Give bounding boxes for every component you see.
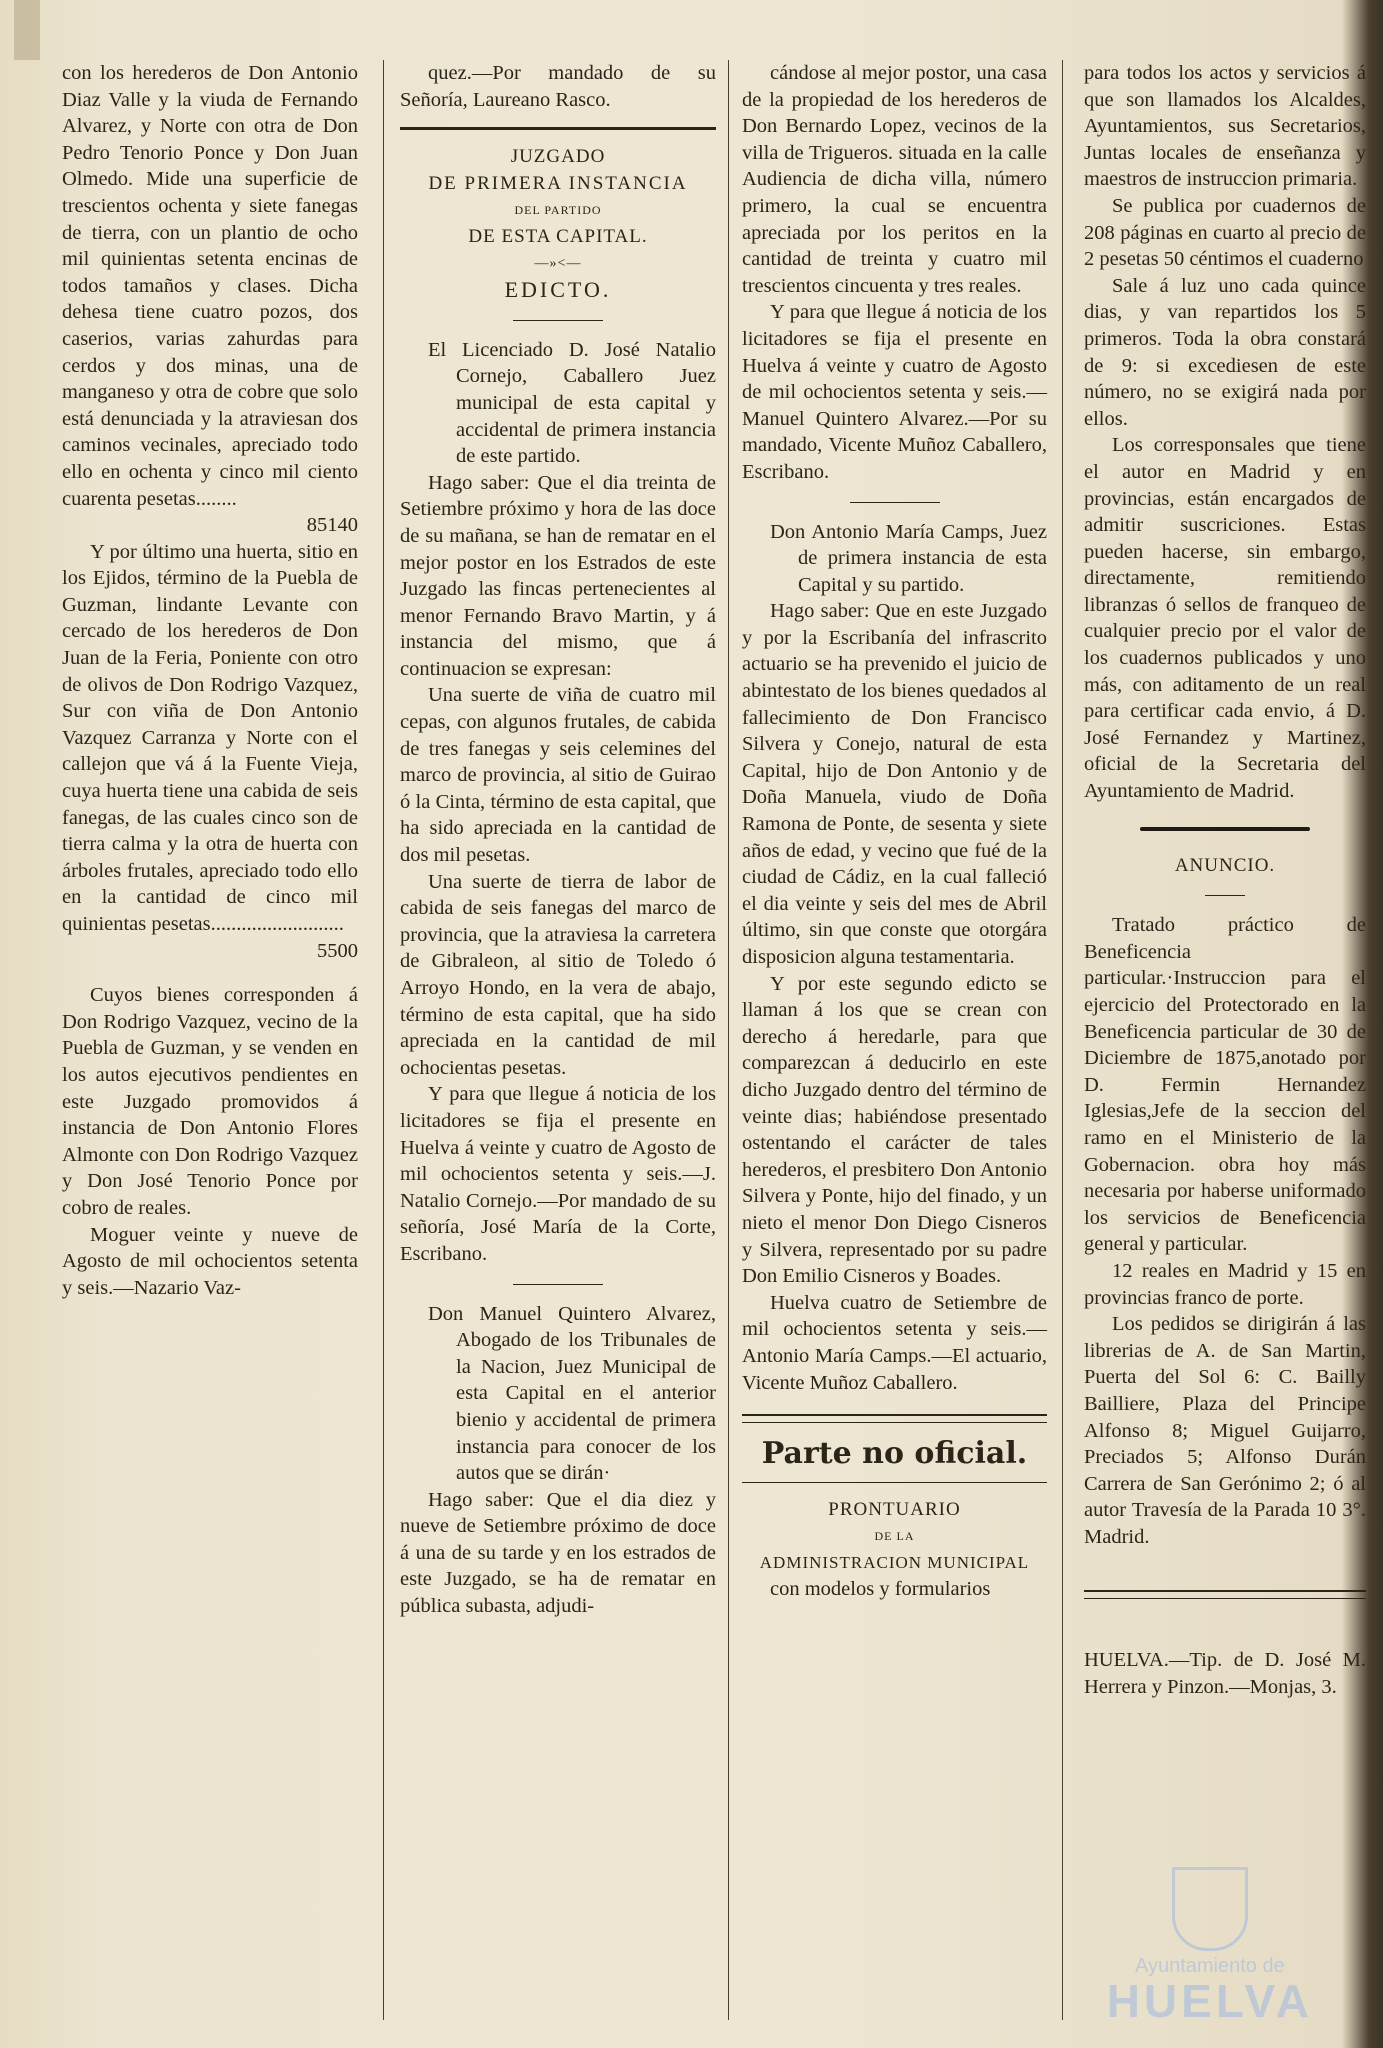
section-rule: [400, 127, 716, 130]
pedidos-text: Los pedidos se dirigirán á las librerias de A. de San Martin, Puerta del Sol 6: C. Bailly Bailliere, Plaza del Principe Alfonso 8; Miguel Guijarro, Preciados 5; Alfonso Durán Carrera de San Gerónimo 2; ó al autor Travesía de la Parada 10 3°. Madrid.: [1084, 1313, 1366, 1548]
tierra-description: Una suerte de tierra de labor de cabida de seis fanegas del marco de provincia, que la atraviesa la carretera de Gibraleon, al sitio de Toledo ó Arroyo Hondo, en la vera de abajo, término de esta capital, que ha sido apreciada en la cantidad de mil ochocientas pesetas.: [400, 870, 716, 1079]
corresponsales-text: Los corresponsales que tiene el autor en Madrid y en provincias, están encargados de admitir suscriciones. Estas pueden hacerse, sin embargo, directamente, remitiendo libranzas ó sellos de franqueo de cualquier precio por el valor de los cuadernos publicados y uno más, con aditamento de un real para certificar cada envio, á D. José Fernandez y Martinez, oficial de la Secretaria del Ayuntamiento de Madrid.: [1084, 434, 1366, 803]
column-2: [400, 60, 716, 1620]
ayuntamiento-watermark: [1106, 1867, 1313, 2027]
camps-intro: Don Antonio María Camps, Juez de primera instancia de esta Capital y su partido.: [770, 520, 1047, 596]
ornament: —»<—: [534, 255, 582, 271]
column-rule: [1062, 60, 1063, 2020]
amount-2: 5500: [317, 939, 358, 962]
reparto-text: Sale á luz uno cada quince dias, y van repartidos los 5 primeros. Toda la obra constará de 9: si excediesen de este número, no se exigirá nada por ellos.: [1084, 274, 1366, 430]
camps-signature: Huelva cuatro de Setiembre de mil ochocientos setenta y seis.—Antonio María Camps.—El actuario, Vicente Muñoz Caballero.: [742, 1291, 1047, 1394]
cornejo-intro: El Licenciado D. José Natalio Cornejo, Caballero Juez municipal de esta capital y accidental de primera instancia de este partido.: [428, 338, 716, 468]
hago-saber-2: Hago saber: Que el dia diez y nueve de Setiembre próximo de doce á una de su tarde y en los estrados de este Juzgado, se ha de rematar en pública subasta, adjudi-: [400, 1488, 716, 1618]
primera-instancia-heading: DE PRIMERA INSTANCIA: [428, 172, 688, 194]
short-rule: [1205, 895, 1245, 896]
bienes-paragraph: Cuyos bienes corresponden á Don Rodrigo Vazquez, vecino de la Puebla de Guzman, y se venden en los autos ejecutivos pendientes en este Juzgado promovidos á instancia de Don Antonio Flores Almonte con Don Rodrigo Vazquez y Don José Tenorio Ponce por cobro de reales.: [62, 984, 358, 1219]
juzgado-heading: JUZGADO: [510, 146, 606, 168]
watermark-title: HUELVA: [1106, 1975, 1313, 2027]
segundo-edicto: Y por este segundo edicto se llaman á los que se crean con derecho á heredarle, para que comparezcan á deducirlo en este dicho Juzgado dentro del término de veinte dias; habiéndose presentado ostentando el carácter de tales herederos, el presbitero Don Antonio Silvera y Ponte, hijo del finado, y un nieto el menor Don Diego Cisneros y Silvera, representado por su padre Don Emilio Cisneros y Boades.: [742, 972, 1047, 1288]
column-rule: [728, 60, 729, 2020]
column-1: [62, 60, 358, 1301]
publicacion-text: Se publica por cuadernos de 208 páginas en cuarto al precio de 2 pesetas 50 céntimos el cuaderno: [1084, 194, 1366, 271]
column-4: [1084, 60, 1366, 1701]
short-rule: [850, 502, 940, 503]
amount-1: 85140: [306, 514, 358, 537]
watermark-subtitle: Ayuntamiento de: [1134, 1955, 1285, 1977]
column-rule: [383, 60, 384, 2020]
anuncio-heading: ANUNCIO.: [1174, 854, 1276, 876]
imprenta-footer: HUELVA.—Tip. de D. José M. Herrera y Pinzon.—Monjas, 3.: [1084, 1649, 1366, 1699]
hago-saber-1: Hago saber: Que el dia treinta de Setiembre próximo y hora de las doce de su mañana, se han de rematar en el mejor postor en los Estrados de este Juzgado las fincas pertenecientes al menor Fernando Bravo Martin, y á instancia del mismo, que á continuacion se expresan:: [400, 471, 716, 680]
precio-text: 12 reales en Madrid y 15 en provincias franco de porte.: [1084, 1259, 1366, 1309]
capital-heading: DE ESTA CAPITAL.: [468, 225, 648, 247]
section-rule: [742, 1482, 1047, 1483]
edicto-title: EDICTO.: [504, 277, 612, 303]
ornamental-rule: [1140, 827, 1310, 831]
continuation-text: quez.—Por mandado de su Señoría, Laureano Rasco.: [400, 62, 716, 111]
de-la-heading: DE LA: [874, 1529, 915, 1544]
hago-saber-3: Hago saber: Que en este Juzgado y por la Escribanía del infrascrito actuario se ha prevenido el juicio de abintestato de los bienes quedados al fallecimiento de Don Francisco Silvera y Conejo, natural de esta Capital, hijo de Don Antonio y de Doña Manuela, viudo de Doña Ramona de Ponte, de sesenta y siete años de edad, y vecino que fué de la ciudad de Cádiz, en la cual falleció el dia veinte y seis del mes de Abril último, sin que conste que otorgára disposicion alguna testamentaria.: [742, 600, 1047, 968]
short-rule: [513, 320, 603, 321]
dehesa-description: con los herederos de Don Antonio Diaz Valle y la viuda de Fernando Alvarez, y Norte con otra de Don Pedro Tenorio Ponce y Don Juan Olmedo. Mide una superficie de trescientos ochenta y siete fanegas de tierra, con un plantio de ocho mil quinientas setenta encinas de todos tamaños y clases. Dicha dehesa tiene cuatro pozos, dos caserios, varias zahurdas para cerdos y dos minas, una de manganeso y otra de cobre que solo está denunciada y la atraviesan dos caminos vecinales, apreciado todo ello en ochenta y cinco mil ciento cuarenta pesetas........: [62, 62, 358, 510]
parte-no-oficial-title: Parte no oficial.: [761, 1436, 1028, 1472]
torn-corner: [14, 0, 40, 60]
administracion-heading: ADMINISTRACION MUNICIPAL: [759, 1552, 1030, 1572]
cornejo-signature: Y para que llegue á noticia de los licitadores se fija el presente en Huelva á veinte y cuatro de Agosto de mil ochocientos setenta y seis.—J. Natalio Cornejo.—Por mandado de su señoría, José María de la Corte, Escribano.: [400, 1083, 716, 1265]
crest-icon: [1172, 1867, 1248, 1951]
servicios-text: para todos los actos y servicios á que son llamados los Alcaldes, Ayuntamientos, sus Secretarios, Juntas locales de enseñanza y maestros de instruccion primaria.: [1084, 62, 1366, 191]
double-rule: [1084, 1590, 1366, 1599]
column-3: [742, 60, 1047, 1603]
casa-description: cándose al mejor postor, una casa de la propiedad de los herederos de Don Bernardo Lopez, vecinos de la villa de Trigueros. situada en la calle Audiencia de dicha villa, número primero, la cual se encuentra apreciada por los peritos en la cantidad de treinta y cuatro mil trescientos cincuenta y tres reales.: [742, 62, 1047, 297]
double-rule: [742, 1414, 1047, 1423]
moguer-signature: Moguer veinte y nueve de Agosto de mil ochocientos setenta y seis.—Nazario Vaz-: [62, 1223, 358, 1299]
prontuario-heading: PRONTUARIO: [828, 1498, 961, 1520]
tratado-text: Tratado práctico de Beneficencia particular.·Instruccion para el ejercicio del Protectorado en la Beneficencia particular de 30 de Diciembre de 1875,anotado por D. Fermin Hernandez Iglesias,Jefe de la seccion del ramo en el Ministerio de la Gobernacion. obra hoy más necesaria por haberse uniformado los servicios de Beneficencia general y particular.: [1084, 914, 1366, 1256]
quintero-intro: Don Manuel Quintero Alvarez, Abogado de los Tribunales de la Nacion, Juez Municipal de esta Capital en el anterior bienio y accidental de primera instancia para conocer de los autos que se dirán·: [428, 1302, 716, 1485]
short-rule: [513, 1284, 603, 1285]
vina-description: Una suerte de viña de cuatro mil cepas, con algunos frutales, de cabida de tres fanegas y seis celemines del marco de provincia, al sitio de Guirao ó la Cinta, término de esta capital, que ha sido apreciada en la cantidad de dos mil pesetas.: [400, 684, 716, 867]
del-partido-heading: DEL PARTIDO: [514, 203, 602, 218]
formularios-text: con modelos y formularios: [770, 1578, 991, 1601]
quintero-signature: Y para que llegue á noticia de los licitadores se fija el presente en Huelva á veinte y cuatro de Agosto de mil ochocientos setenta y seis.—Manuel Quintero Alvarez.—Por su mandado, Vicente Muñoz Caballero, Escribano.: [742, 301, 1047, 483]
huerta-description: Y por último una huerta, sitio en los Ejidos, término de la Puebla de Guzman, lindante Levante con cercado de los herederos de Don Juan de la Feria, Poniente con otro de olivos de Don Rodrigo Vazquez, Sur con viña de Don Antonio Vazquez Carranza y Norte con el callejon que vá á la Fuente Vieja, cuya huerta tiene una cabida de seis fanegas, de las cuales cinco son de tierra calma y la otra de huerta con árboles frutales, apreciado todo ello en la cantidad de cinco mil quinientas pesetas..........................: [62, 540, 358, 935]
